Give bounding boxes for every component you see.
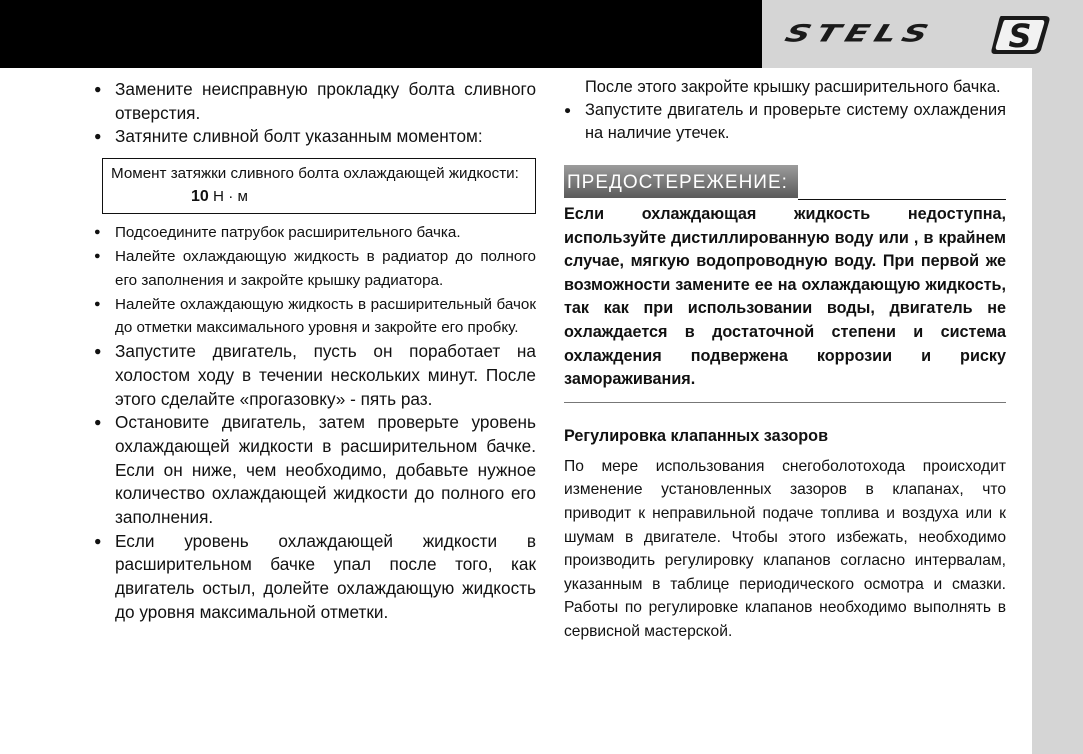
list-item: ● Налейте охлаждающую жидкость в расширительный бачок до отметки максимального уровня и закройте его пробку.	[94, 293, 536, 341]
instruction-list-bottom	[94, 340, 536, 624]
caution-header	[564, 165, 1006, 200]
brand-panel	[762, 0, 1083, 68]
list-item: ● Остановите двигатель, затем проверьте уровень охлаждающей жидкости в расширительном бачке. Если он ниже, чем необходимо, добавьте нужное количество охлаждающей жидкости до полного его заполнения.	[94, 411, 536, 530]
page-edge-strip	[1032, 68, 1083, 754]
section-title: Регулировка клапанных зазоров	[564, 426, 829, 445]
torque-label: Момент затяжки сливного болта охлаждающей жидкости:	[111, 165, 519, 183]
caution-label: ПРЕДОСТЕРЕЖЕНИЕ:	[564, 165, 798, 198]
list-item: ● Замените неисправную прокладку болта сливного отверстия.	[94, 78, 536, 125]
list-item: ● Запустите двигатель и проверьте систему охлаждения на наличие утечек.	[564, 99, 1006, 145]
list-item: ● Запустите двигатель, пусть он поработает на холостом ходу в течении нескольких минут. После этого сделайте «прогазовку» - пять раз.	[94, 340, 536, 411]
torque-spec-box	[102, 158, 536, 214]
instruction-list-right	[564, 99, 1006, 145]
instruction-list-middle	[94, 221, 536, 340]
list-item: ● Затяните сливной болт указанным моментом:	[94, 125, 536, 149]
list-item: ● Если уровень охлаждающей жидкости в расширительном бачке упал после того, как двигатель остыл, долейте охлаждающую жидкость до уровня максимальной отметки.	[94, 530, 536, 625]
divider	[564, 402, 1006, 403]
torque-value-wrap	[191, 185, 248, 208]
continued-text: После этого закройте крышку расширительного бачка.	[585, 78, 1001, 96]
caution-text: Если охлаждающая жидкость недоступна, используйте дистиллированную воду или , в крайнем случае, мягкую водопроводную воду. При первой же возможности замените ее на охлаждающую жидкость, так как при использовании воды, двигатель не охлаждается в достаточной степени и система охлаждения подвержена коррозии и риску замораживания.	[564, 205, 1006, 389]
list-item: ● Налейте охлаждающую жидкость в радиатор до полного его заполнения и закройте крышку радиатора.	[94, 245, 536, 293]
left-column	[94, 78, 536, 625]
svg-text:S: S	[1008, 17, 1032, 55]
caution-underline	[798, 199, 1006, 200]
torque-unit: Н · м	[213, 188, 248, 206]
header-bar	[0, 0, 762, 68]
right-column	[564, 76, 1006, 644]
brand-badge-icon	[989, 14, 1053, 56]
torque-value: 10	[191, 188, 209, 206]
list-item: ● Подсоедините патрубок расширительного бачка.	[94, 221, 536, 245]
instruction-list-top	[94, 78, 536, 149]
brand-logo: STELS	[781, 20, 938, 48]
section-body: По мере использования снегоболотохода происходит изменение установленных зазоров в клапанах, что приводит к неправильной подаче топлива и воздуха или к шумам в двигателе. Чтобы этого избежать, необходимо производить регулировку клапанов согласно интервалам, указанным в таблице периодического осмотра и смазки. Работы по регулировке клапанов необходимо выполнять в сервисной мастерской.	[564, 457, 1006, 640]
